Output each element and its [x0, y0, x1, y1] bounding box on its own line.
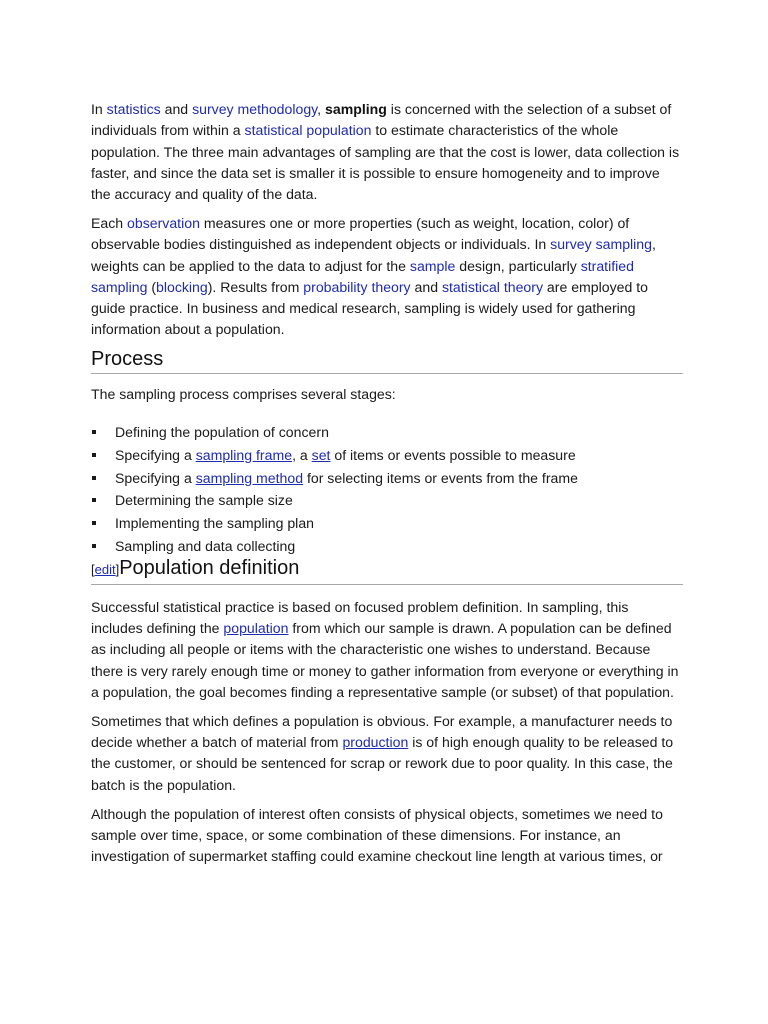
edit-section-link [91, 562, 119, 577]
link-sampling-method[interactable]: sampling method [195, 469, 304, 486]
list-item [91, 489, 683, 512]
text-run: Sometimes that which defines a population is obvious. For example, a manufacturer needs to decide whether a batch of material from [91, 712, 673, 751]
text-run: In [91, 101, 107, 117]
text-run: of items or events possible to measure [330, 446, 576, 463]
bracket: [ [91, 561, 95, 577]
text-run: and [410, 278, 442, 295]
population-paragraph-3: Although the population of interest often consists of physical objects, sometimes we need to sample over time, space, or some combination of these dimensions. For instance, an investigation of supermarket staffing could examine checkout line length at various times, or [91, 805, 663, 865]
edit-link[interactable]: edit [94, 561, 116, 577]
text-run: Specifying a [115, 469, 196, 486]
text-run: is concerned with the selection of a subset of individuals from within a [91, 101, 672, 139]
link-survey-methodology[interactable]: survey methodology [192, 101, 318, 117]
text-run: Sampling and data collecting [115, 538, 296, 555]
link-sampling-frame[interactable]: sampling frame [195, 446, 293, 463]
link-observation[interactable]: observation [127, 214, 200, 231]
text-run: are employed to guide practice. In business and medical research, sampling is widely used for gathering information about a population. [91, 278, 648, 338]
process-intro: The sampling process comprises several stages: [91, 385, 396, 402]
text-run: Each [91, 214, 128, 231]
text-run: design, particularly [455, 257, 581, 274]
link-set[interactable]: set [311, 446, 331, 463]
link-survey-sampling[interactable]: survey sampling [550, 236, 652, 253]
population-paragraph-1 [91, 597, 683, 703]
list-item [91, 512, 683, 535]
link-production[interactable]: production [342, 734, 409, 751]
link-sample[interactable]: sample [409, 257, 456, 274]
text-run: ). Results from [207, 278, 304, 295]
text-run: to estimate characteristics of the whole population. The three main advantages of sampling are that the cost is lower, data collection is faster, and since the data set is smaller it is possible to ensure homogeneity and to improve the accuracy and quality of the data. [91, 122, 680, 203]
link-statistical-population[interactable]: statistical population [244, 122, 372, 139]
text-run: for selecting items or events from the frame [303, 469, 578, 486]
section-heading-population-definition [91, 555, 683, 585]
bracket: ] [115, 561, 120, 577]
heading-text: Population definition [119, 556, 300, 579]
list-item [91, 421, 683, 444]
link-statistical-theory[interactable]: statistical theory [441, 278, 544, 295]
text-run: , [317, 101, 326, 117]
link-stratified-sampling[interactable]: stratified sampling [91, 257, 634, 295]
article-body [91, 99, 683, 867]
process-stages-list [91, 421, 683, 558]
intro-paragraph-1 [91, 99, 683, 205]
text-run: , a [292, 446, 312, 463]
section-heading-process: Process [91, 346, 683, 374]
text-run: Successful statistical practice is based on focused problem definition. In sampling, this includes defining the [91, 598, 629, 637]
list-item [91, 535, 683, 558]
text-run: and [160, 101, 193, 117]
text-run: Specifying a [115, 446, 196, 463]
link-blocking[interactable]: blocking [156, 278, 208, 295]
list-item [91, 444, 683, 467]
link-population[interactable]: population [223, 620, 289, 637]
population-paragraph-2 [91, 711, 683, 796]
text-run: is of high enough quality to be released to the customer, or should be sentenced for scrap or rework due to poor quality. In this case, the batch is the population. [91, 734, 674, 793]
text-run: , weights can be applied to the data to adjust for the [91, 236, 656, 274]
text-run: Defining the population of concern [115, 424, 329, 441]
link-statistics[interactable]: statistics [106, 101, 161, 117]
intro-paragraph-2 [91, 213, 683, 341]
list-item [91, 467, 683, 490]
term-sampling: sampling [325, 101, 387, 117]
text-run: ( [147, 278, 157, 295]
text-run: Implementing the sampling plan [115, 515, 314, 532]
text-run: Determining the sample size [115, 492, 293, 509]
text-run: measures one or more properties (such as weight, location, color) of observable bodies distinguished as independent objects or individuals. In [91, 214, 630, 253]
text-run: from which our sample is drawn. A population can be defined as including all people or items with the characteristic one wishes to understand. Because there is very rarely enough time or money to gather information from everyone or everything in a population, the goal becomes finding a representative sample (or subset) of that population. [91, 620, 679, 701]
link-probability-theory[interactable]: probability theory [303, 278, 411, 295]
